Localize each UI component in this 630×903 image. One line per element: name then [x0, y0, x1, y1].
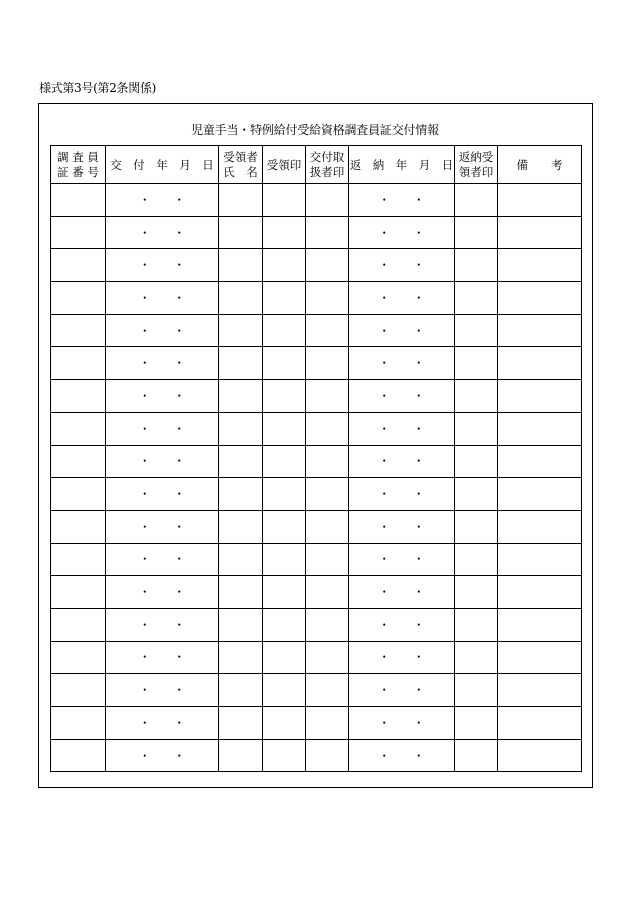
cell-remarks[interactable] [498, 510, 582, 543]
cell-receipt-seal[interactable] [263, 314, 306, 347]
cell-return-receiver-seal[interactable] [455, 314, 498, 347]
cell-remarks[interactable] [498, 445, 582, 478]
cell-receipt-seal[interactable] [263, 445, 306, 478]
col-header-issuer-seal: 交付取 扱者印 [306, 146, 349, 184]
date-placeholder: ・ ・ [139, 388, 185, 403]
cell-issue-date[interactable] [106, 576, 219, 609]
table-row [51, 641, 582, 674]
cell-return-date[interactable] [349, 282, 455, 315]
cell-issuer-seal[interactable] [306, 674, 349, 707]
cell-receipt-seal[interactable] [263, 641, 306, 674]
cell-recipient-name[interactable] [219, 608, 263, 641]
cell-return-receiver-seal[interactable] [455, 445, 498, 478]
table-row [51, 412, 582, 445]
date-placeholder: ・ ・ [378, 225, 425, 240]
cell-return-receiver-seal[interactable] [455, 739, 498, 772]
date-placeholder: ・ ・ [139, 748, 185, 763]
cell-remarks[interactable] [498, 543, 582, 576]
cell-issue-date[interactable] [106, 674, 219, 707]
cell-inspector-id[interactable] [51, 347, 106, 380]
cell-issuer-seal[interactable] [306, 249, 349, 282]
cell-remarks[interactable] [498, 412, 582, 445]
cell-issuer-seal[interactable] [306, 478, 349, 511]
cell-recipient-name[interactable] [219, 641, 263, 674]
cell-remarks[interactable] [498, 216, 582, 249]
cell-inspector-id[interactable] [51, 249, 106, 282]
form-number: 様式第3号(第2条関係) [39, 81, 157, 95]
date-placeholder: ・ ・ [378, 650, 425, 665]
date-placeholder: ・ ・ [378, 290, 425, 305]
cell-inspector-id[interactable] [51, 641, 106, 674]
cell-inspector-id[interactable] [51, 412, 106, 445]
cell-return-receiver-seal[interactable] [455, 216, 498, 249]
issuance-ledger-table [50, 145, 582, 772]
table-row [51, 510, 582, 543]
cell-receipt-seal[interactable] [263, 216, 306, 249]
cell-inspector-id[interactable] [51, 543, 106, 576]
cell-inspector-id[interactable] [51, 184, 106, 217]
cell-receipt-seal[interactable] [263, 249, 306, 282]
cell-issue-date[interactable] [106, 543, 219, 576]
date-placeholder: ・ ・ [378, 519, 425, 534]
date-placeholder: ・ ・ [139, 454, 185, 469]
cell-receipt-seal[interactable] [263, 707, 306, 740]
col-header-remarks: 備 考 [498, 146, 582, 184]
table-row [51, 445, 582, 478]
cell-issuer-seal[interactable] [306, 543, 349, 576]
cell-issuer-seal[interactable] [306, 510, 349, 543]
date-placeholder: ・ ・ [139, 290, 185, 305]
cell-issuer-seal[interactable] [306, 380, 349, 413]
table-row [51, 282, 582, 315]
cell-inspector-id[interactable] [51, 674, 106, 707]
date-placeholder: ・ ・ [139, 421, 185, 436]
cell-receipt-seal[interactable] [263, 282, 306, 315]
cell-inspector-id[interactable] [51, 216, 106, 249]
date-placeholder: ・ ・ [139, 552, 185, 567]
cell-recipient-name[interactable] [219, 445, 263, 478]
cell-return-receiver-seal[interactable] [455, 380, 498, 413]
cell-return-receiver-seal[interactable] [455, 707, 498, 740]
cell-receipt-seal[interactable] [263, 510, 306, 543]
cell-return-date[interactable] [349, 249, 455, 282]
cell-remarks[interactable] [498, 282, 582, 315]
cell-issue-date[interactable] [106, 739, 219, 772]
cell-recipient-name[interactable] [219, 184, 263, 217]
cell-return-receiver-seal[interactable] [455, 576, 498, 609]
table-row [51, 707, 582, 740]
cell-issue-date[interactable] [106, 216, 219, 249]
date-placeholder: ・ ・ [139, 519, 185, 534]
date-placeholder: ・ ・ [378, 683, 425, 698]
cell-return-date[interactable] [349, 608, 455, 641]
cell-remarks[interactable] [498, 739, 582, 772]
cell-issue-date[interactable] [106, 707, 219, 740]
cell-remarks[interactable] [498, 478, 582, 511]
cell-issuer-seal[interactable] [306, 184, 349, 217]
cell-issue-date[interactable] [106, 608, 219, 641]
cell-issuer-seal[interactable] [306, 576, 349, 609]
cell-remarks[interactable] [498, 641, 582, 674]
cell-recipient-name[interactable] [219, 510, 263, 543]
cell-return-receiver-seal[interactable] [455, 282, 498, 315]
table-row [51, 739, 582, 772]
table-row [51, 674, 582, 707]
cell-issue-date[interactable] [106, 249, 219, 282]
cell-receipt-seal[interactable] [263, 608, 306, 641]
cell-receipt-seal[interactable] [263, 543, 306, 576]
cell-return-date[interactable] [349, 412, 455, 445]
cell-issue-date[interactable] [106, 641, 219, 674]
cell-return-date[interactable] [349, 576, 455, 609]
date-placeholder: ・ ・ [378, 421, 425, 436]
cell-recipient-name[interactable] [219, 674, 263, 707]
cell-return-receiver-seal[interactable] [455, 543, 498, 576]
cell-issue-date[interactable] [106, 347, 219, 380]
date-placeholder: ・ ・ [378, 715, 425, 730]
cell-receipt-seal[interactable] [263, 380, 306, 413]
date-placeholder: ・ ・ [139, 487, 185, 502]
cell-inspector-id[interactable] [51, 314, 106, 347]
cell-return-receiver-seal[interactable] [455, 641, 498, 674]
cell-issuer-seal[interactable] [306, 641, 349, 674]
date-placeholder: ・ ・ [139, 683, 185, 698]
date-placeholder: ・ ・ [139, 585, 185, 600]
cell-return-receiver-seal[interactable] [455, 249, 498, 282]
cell-recipient-name[interactable] [219, 249, 263, 282]
cell-remarks[interactable] [498, 314, 582, 347]
date-placeholder: ・ ・ [378, 192, 425, 207]
cell-inspector-id[interactable] [51, 510, 106, 543]
table-row [51, 478, 582, 511]
date-placeholder: ・ ・ [378, 388, 425, 403]
cell-inspector-id[interactable] [51, 478, 106, 511]
cell-return-date[interactable] [349, 216, 455, 249]
table-header-row [51, 146, 582, 184]
cell-issue-date[interactable] [106, 510, 219, 543]
date-placeholder: ・ ・ [378, 487, 425, 502]
cell-recipient-name[interactable] [219, 314, 263, 347]
cell-receipt-seal[interactable] [263, 576, 306, 609]
cell-return-receiver-seal[interactable] [455, 478, 498, 511]
cell-issuer-seal[interactable] [306, 314, 349, 347]
cell-issuer-seal[interactable] [306, 608, 349, 641]
cell-receipt-seal[interactable] [263, 347, 306, 380]
cell-return-date[interactable] [349, 641, 455, 674]
cell-recipient-name[interactable] [219, 347, 263, 380]
date-placeholder: ・ ・ [378, 552, 425, 567]
cell-remarks[interactable] [498, 674, 582, 707]
cell-issue-date[interactable] [106, 380, 219, 413]
table-row [51, 216, 582, 249]
cell-return-date[interactable] [349, 347, 455, 380]
cell-return-date[interactable] [349, 674, 455, 707]
table-row [51, 608, 582, 641]
cell-recipient-name[interactable] [219, 216, 263, 249]
cell-recipient-name[interactable] [219, 478, 263, 511]
cell-remarks[interactable] [498, 707, 582, 740]
date-placeholder: ・ ・ [139, 323, 185, 338]
cell-remarks[interactable] [498, 347, 582, 380]
cell-issue-date[interactable] [106, 478, 219, 511]
cell-recipient-name[interactable] [219, 543, 263, 576]
cell-receipt-seal[interactable] [263, 739, 306, 772]
date-placeholder: ・ ・ [378, 323, 425, 338]
table-row [51, 576, 582, 609]
cell-return-receiver-seal[interactable] [455, 412, 498, 445]
col-header-inspector-id: 調 査 員 証 番 号 [51, 146, 106, 184]
cell-return-receiver-seal[interactable] [455, 608, 498, 641]
cell-return-date[interactable] [349, 184, 455, 217]
date-placeholder: ・ ・ [378, 748, 425, 763]
cell-return-date[interactable] [349, 707, 455, 740]
col-header-issue-date: 交 付 年 月 日 [106, 146, 219, 184]
cell-return-date[interactable] [349, 380, 455, 413]
cell-return-receiver-seal[interactable] [455, 184, 498, 217]
cell-recipient-name[interactable] [219, 707, 263, 740]
date-placeholder: ・ ・ [139, 225, 185, 240]
col-header-return-date: 返 納 年 月 日 [349, 146, 455, 184]
cell-inspector-id[interactable] [51, 707, 106, 740]
cell-remarks[interactable] [498, 608, 582, 641]
table-body [51, 184, 582, 772]
date-placeholder: ・ ・ [378, 617, 425, 632]
cell-recipient-name[interactable] [219, 380, 263, 413]
cell-return-date[interactable] [349, 739, 455, 772]
date-placeholder: ・ ・ [139, 258, 185, 273]
cell-remarks[interactable] [498, 184, 582, 217]
cell-inspector-id[interactable] [51, 282, 106, 315]
cell-return-date[interactable] [349, 510, 455, 543]
cell-issuer-seal[interactable] [306, 445, 349, 478]
date-placeholder: ・ ・ [139, 650, 185, 665]
date-placeholder: ・ ・ [378, 356, 425, 371]
cell-return-receiver-seal[interactable] [455, 347, 498, 380]
col-header-return-receiver-seal: 返納受 領者印 [455, 146, 498, 184]
cell-issue-date[interactable] [106, 314, 219, 347]
cell-recipient-name[interactable] [219, 282, 263, 315]
cell-issuer-seal[interactable] [306, 707, 349, 740]
cell-recipient-name[interactable] [219, 576, 263, 609]
cell-issue-date[interactable] [106, 184, 219, 217]
date-placeholder: ・ ・ [139, 715, 185, 730]
date-placeholder: ・ ・ [139, 617, 185, 632]
cell-inspector-id[interactable] [51, 380, 106, 413]
cell-receipt-seal[interactable] [263, 412, 306, 445]
table-row [51, 380, 582, 413]
table-row [51, 347, 582, 380]
col-header-recipient-name: 受領者 氏 名 [219, 146, 263, 184]
cell-issue-date[interactable] [106, 445, 219, 478]
date-placeholder: ・ ・ [139, 356, 185, 371]
cell-inspector-id[interactable] [51, 739, 106, 772]
document-title: 児童手当・特例給付受給資格調査員証交付情報 [191, 123, 439, 137]
cell-recipient-name[interactable] [219, 739, 263, 772]
cell-issuer-seal[interactable] [306, 282, 349, 315]
cell-return-date[interactable] [349, 314, 455, 347]
cell-remarks[interactable] [498, 249, 582, 282]
cell-issuer-seal[interactable] [306, 412, 349, 445]
cell-remarks[interactable] [498, 576, 582, 609]
cell-return-date[interactable] [349, 478, 455, 511]
date-placeholder: ・ ・ [378, 585, 425, 600]
cell-receipt-seal[interactable] [263, 478, 306, 511]
cell-receipt-seal[interactable] [263, 184, 306, 217]
cell-issuer-seal[interactable] [306, 739, 349, 772]
cell-return-date[interactable] [349, 543, 455, 576]
col-header-receipt-seal: 受領印 [263, 146, 306, 184]
cell-inspector-id[interactable] [51, 445, 106, 478]
table-row [51, 249, 582, 282]
cell-recipient-name[interactable] [219, 412, 263, 445]
cell-issuer-seal[interactable] [306, 216, 349, 249]
cell-return-receiver-seal[interactable] [455, 510, 498, 543]
cell-remarks[interactable] [498, 380, 582, 413]
cell-issuer-seal[interactable] [306, 347, 349, 380]
date-placeholder: ・ ・ [378, 454, 425, 469]
cell-inspector-id[interactable] [51, 576, 106, 609]
table-row [51, 543, 582, 576]
cell-inspector-id[interactable] [51, 608, 106, 641]
table-row [51, 184, 582, 217]
cell-issue-date[interactable] [106, 412, 219, 445]
cell-return-date[interactable] [349, 445, 455, 478]
date-placeholder: ・ ・ [378, 258, 425, 273]
table-row [51, 314, 582, 347]
date-placeholder: ・ ・ [139, 192, 185, 207]
cell-issue-date[interactable] [106, 282, 219, 315]
cell-receipt-seal[interactable] [263, 674, 306, 707]
cell-return-receiver-seal[interactable] [455, 674, 498, 707]
